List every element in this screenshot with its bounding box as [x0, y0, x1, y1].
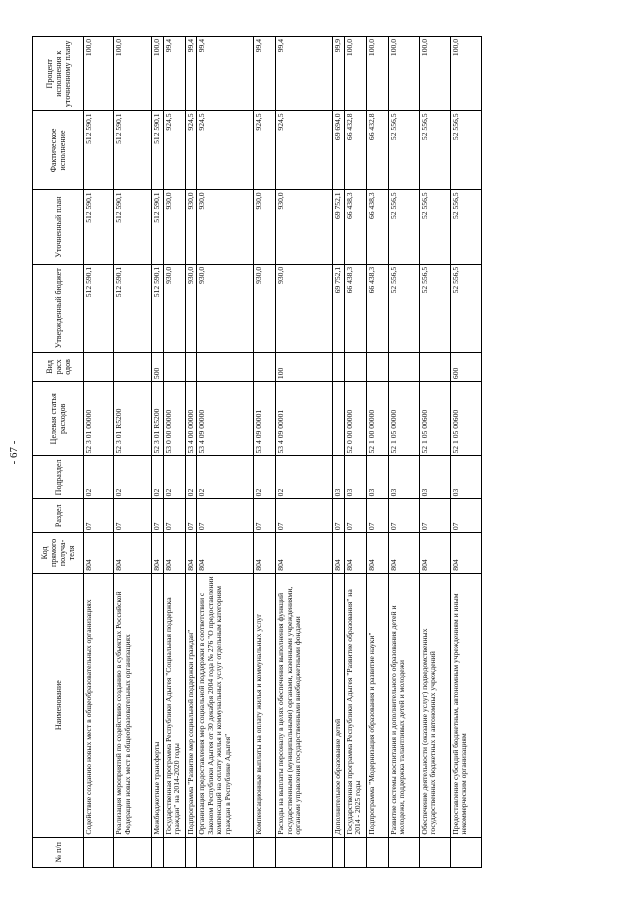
cell-podrazdel: 03: [333, 456, 345, 499]
cell-pct: 99,4: [254, 37, 276, 112]
cell-name: Организация предоставления мер социальной поддержки в соответствии с Законом Республики Адыгея от 30 декабря 2004 года № 276 "О предоставлении компенсаций на оплату жилья и коммунальных услуг отдельным категориям граждан в Республике Адыгея": [197, 573, 254, 837]
header-cell: Фактическое исполнение: [33, 111, 84, 190]
cell-code: 804: [152, 533, 164, 574]
cell-razdel: 07: [185, 499, 197, 533]
cell-pct: 100,0: [388, 37, 419, 112]
table-row: [152, 37, 164, 868]
table-row: [197, 37, 254, 868]
cell-approved: 930,0: [276, 264, 333, 352]
cell-vr: [114, 352, 152, 381]
cell-plan: 66 438,3: [344, 190, 366, 264]
cell-plan: 930,0: [163, 190, 185, 264]
cell-code: 804: [84, 533, 114, 574]
cell-n: [419, 837, 450, 867]
cell-pct: 100,0: [114, 37, 152, 112]
cell-pct: 100,0: [152, 37, 164, 112]
table-row: [344, 37, 366, 868]
cell-podrazdel: 03: [419, 456, 450, 499]
cell-fact: 512 590,1: [114, 111, 152, 190]
cell-name: Государственная программа Республики Адыгея "Развитие образования" на 2014 - 2025 годы: [344, 573, 366, 837]
cell-podrazdel: 03: [344, 456, 366, 499]
cell-podrazdel: 02: [185, 456, 197, 499]
cell-pct: 99,4: [197, 37, 254, 112]
cell-plan: 69 752,1: [333, 190, 345, 264]
cell-fact: 66 432,8: [366, 111, 388, 190]
cell-code: 804: [185, 533, 197, 574]
cell-fact: 69 694,0: [333, 111, 345, 190]
cell-approved: 52 556,5: [419, 264, 450, 352]
cell-cs: 52 1 05 00000: [388, 382, 419, 456]
header-cell: № п/п: [33, 837, 84, 867]
table-row: [366, 37, 388, 868]
cell-name: Межбюджетные трансферты: [152, 573, 164, 837]
cell-cs: 53 0 00 00000: [163, 382, 185, 456]
header-cell: Наименование: [33, 573, 84, 837]
cell-fact: 924,5: [163, 111, 185, 190]
cell-cs: 52 1 05 00600: [450, 382, 481, 456]
cell-approved: 52 556,5: [388, 264, 419, 352]
page-number: - 67 -: [8, 440, 20, 465]
cell-vr: [344, 352, 366, 381]
cell-razdel: 07: [276, 499, 333, 533]
table-row: [276, 37, 333, 868]
cell-name: Развитие системы воспитания и дополнительного образования детей и молодежи, поддержка талантливых детей и молодежи: [388, 573, 419, 837]
cell-fact: 512 590,1: [152, 111, 164, 190]
cell-plan: 930,0: [185, 190, 197, 264]
cell-fact: 52 556,5: [388, 111, 419, 190]
cell-approved: 930,0: [163, 264, 185, 352]
cell-n: [276, 837, 333, 867]
cell-cs: 52 1 05 00600: [419, 382, 450, 456]
cell-fact: 924,5: [197, 111, 254, 190]
cell-podrazdel: 03: [388, 456, 419, 499]
budget-table: [32, 36, 482, 868]
cell-n: [254, 837, 276, 867]
table-row: [185, 37, 197, 868]
cell-razdel: 07: [114, 499, 152, 533]
cell-n: [84, 837, 114, 867]
cell-code: 804: [450, 533, 481, 574]
table-row: [163, 37, 185, 868]
cell-approved: 512 590,1: [84, 264, 114, 352]
cell-razdel: 07: [197, 499, 254, 533]
cell-razdel: 07: [84, 499, 114, 533]
cell-name: Подпрограмма "Развитие мер социальной поддержки граждан": [185, 573, 197, 837]
cell-vr: [185, 352, 197, 381]
cell-pct: 100,0: [84, 37, 114, 112]
cell-podrazdel: 02: [84, 456, 114, 499]
cell-approved: 69 752,1: [333, 264, 345, 352]
cell-vr: [419, 352, 450, 381]
cell-n: [333, 837, 345, 867]
cell-cs: 53 4 09 00000: [197, 382, 254, 456]
cell-code: 804: [366, 533, 388, 574]
table-row: [254, 37, 276, 868]
cell-razdel: 07: [333, 499, 345, 533]
cell-cs: 53 4 00 00000: [185, 382, 197, 456]
header-cell: Уточненный план: [33, 190, 84, 264]
cell-vr: [84, 352, 114, 381]
cell-pct: 99,4: [276, 37, 333, 112]
cell-name: Дополнительное образование детей: [333, 573, 345, 837]
cell-pct: 99,4: [185, 37, 197, 112]
table-header-row: [33, 37, 84, 868]
cell-cs: 52 3 01 00000: [84, 382, 114, 456]
cell-approved: 512 590,1: [114, 264, 152, 352]
header-cell: Код прямого получа-теля: [33, 533, 84, 574]
cell-n: [366, 837, 388, 867]
table-row: [114, 37, 152, 868]
cell-podrazdel: 02: [163, 456, 185, 499]
cell-razdel: 07: [388, 499, 419, 533]
cell-razdel: 07: [152, 499, 164, 533]
cell-n: [185, 837, 197, 867]
cell-code: 804: [419, 533, 450, 574]
table-row: [333, 37, 345, 868]
cell-n: [388, 837, 419, 867]
cell-n: [114, 837, 152, 867]
cell-plan: 52 556,5: [419, 190, 450, 264]
table-row: [388, 37, 419, 868]
header-cell: Подраздел: [33, 456, 84, 499]
cell-code: 804: [388, 533, 419, 574]
cell-approved: 66 438,3: [366, 264, 388, 352]
cell-name: Государственная программа Республики Адыгея "Социальная поддержка граждан" на 2014-2020 годы: [163, 573, 185, 837]
cell-pct: 99,4: [163, 37, 185, 112]
cell-vr: 100: [276, 352, 333, 381]
cell-plan: 66 438,3: [366, 190, 388, 264]
cell-razdel: 07: [366, 499, 388, 533]
cell-vr: 600: [450, 352, 481, 381]
cell-n: [197, 837, 254, 867]
cell-fact: 52 556,5: [450, 111, 481, 190]
header-cell: Раздел: [33, 499, 84, 533]
cell-razdel: 07: [450, 499, 481, 533]
cell-plan: 512 590,1: [114, 190, 152, 264]
cell-razdel: 07: [419, 499, 450, 533]
cell-cs: 52 0 00 00000: [344, 382, 366, 456]
cell-vr: 500: [152, 352, 164, 381]
cell-razdel: 07: [254, 499, 276, 533]
cell-podrazdel: 02: [254, 456, 276, 499]
cell-plan: 512 590,1: [84, 190, 114, 264]
cell-cs: 52 1 00 00000: [366, 382, 388, 456]
cell-code: 804: [333, 533, 345, 574]
cell-cs: 53 4 09 00001: [254, 382, 276, 456]
cell-name: Обеспечение деятельности (оказание услуг) подведомственных государственных бюджетных и автономных учреждений: [419, 573, 450, 837]
cell-cs: 52 3 01 R5200: [114, 382, 152, 456]
cell-fact: 52 556,5: [419, 111, 450, 190]
cell-code: 804: [197, 533, 254, 574]
cell-approved: 66 438,3: [344, 264, 366, 352]
cell-plan: 52 556,5: [388, 190, 419, 264]
cell-vr: [333, 352, 345, 381]
cell-n: [152, 837, 164, 867]
cell-pct: 100,0: [450, 37, 481, 112]
cell-name: Реализация мероприятий по содействию созданию в субъектах Российской Федерации новых мест в общеобразовательных организациях: [114, 573, 152, 837]
cell-approved: 52 556,5: [450, 264, 481, 352]
cell-code: 804: [163, 533, 185, 574]
cell-podrazdel: 03: [450, 456, 481, 499]
cell-approved: 930,0: [197, 264, 254, 352]
cell-vr: [197, 352, 254, 381]
cell-vr: [163, 352, 185, 381]
cell-fact: 924,5: [185, 111, 197, 190]
cell-plan: 930,0: [197, 190, 254, 264]
cell-n: [344, 837, 366, 867]
cell-pct: 100,0: [366, 37, 388, 112]
cell-name: Предоставление субсидий бюджетным, автономным учреждениям и иным некоммерческим организациям: [450, 573, 481, 837]
cell-code: 804: [254, 533, 276, 574]
cell-podrazdel: 02: [114, 456, 152, 499]
cell-approved: 930,0: [185, 264, 197, 352]
header-cell: Процент исполнения к уточненному плану: [33, 37, 84, 112]
cell-code: 804: [344, 533, 366, 574]
cell-vr: [254, 352, 276, 381]
header-cell: Вид расх одов: [33, 352, 84, 381]
cell-podrazdel: 02: [152, 456, 164, 499]
cell-podrazdel: 02: [276, 456, 333, 499]
cell-code: 804: [114, 533, 152, 574]
cell-vr: [366, 352, 388, 381]
cell-name: Расходы на выплаты персоналу в целях обеспечения выполнения функций государственными (муниципальными) органами, казенными учреждениями, органами управления государственными внебюджетными фондами: [276, 573, 333, 837]
cell-plan: 930,0: [254, 190, 276, 264]
cell-code: 804: [276, 533, 333, 574]
cell-cs: 53 4 09 00001: [276, 382, 333, 456]
cell-razdel: 07: [163, 499, 185, 533]
cell-pct: 100,0: [419, 37, 450, 112]
cell-n: [163, 837, 185, 867]
cell-pct: 100,0: [344, 37, 366, 112]
cell-fact: 924,5: [276, 111, 333, 190]
cell-podrazdel: 02: [197, 456, 254, 499]
cell-vr: [388, 352, 419, 381]
cell-fact: 512 590,1: [84, 111, 114, 190]
table-row: [419, 37, 450, 868]
cell-razdel: 07: [344, 499, 366, 533]
cell-fact: 924,5: [254, 111, 276, 190]
table-row: [450, 37, 481, 868]
cell-n: [450, 837, 481, 867]
header-cell: Целевая статья расходов: [33, 382, 84, 456]
cell-cs: [333, 382, 345, 456]
header-cell: Утвержденный бюджет: [33, 264, 84, 352]
cell-approved: 930,0: [254, 264, 276, 352]
cell-name: Компенсационные выплаты на оплату жилья и коммунальных услуг: [254, 573, 276, 837]
cell-fact: 66 432,8: [344, 111, 366, 190]
cell-name: Подпрограмма "Модернизация образования и развитие науки": [366, 573, 388, 837]
cell-plan: 52 556,5: [450, 190, 481, 264]
cell-podrazdel: 03: [366, 456, 388, 499]
table-row: [84, 37, 114, 868]
cell-pct: 99,9: [333, 37, 345, 112]
table-body: [84, 37, 482, 868]
cell-approved: 512 590,1: [152, 264, 164, 352]
cell-cs: 52 3 01 R5200: [152, 382, 164, 456]
cell-name: Содействие созданию новых мест в общеобразовательных организациях: [84, 573, 114, 837]
cell-plan: 930,0: [276, 190, 333, 264]
cell-plan: 512 590,1: [152, 190, 164, 264]
